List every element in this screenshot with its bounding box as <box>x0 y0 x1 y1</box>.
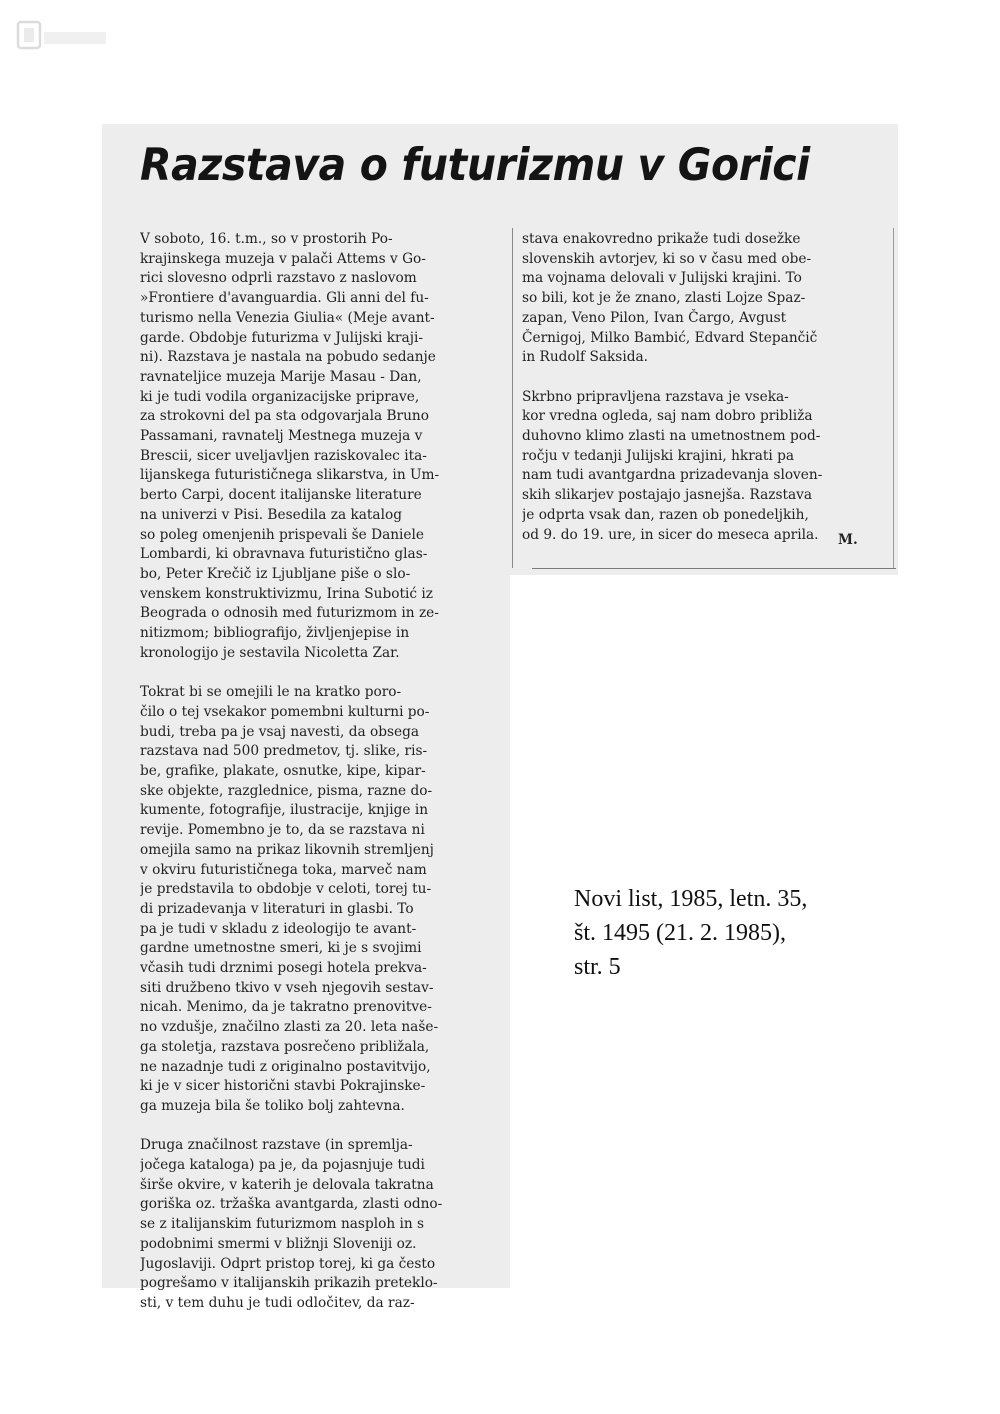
text-line: od 9. do 19. ure, in sicer do meseca aprila. <box>522 526 819 543</box>
text-line: in Rudolf Saksida. <box>522 349 648 366</box>
text-line: je predstavila to obdobje v celoti, torej tu- <box>140 881 432 898</box>
text-line: zapan, Veno Pilon, Ivan Čargo, Avgust <box>522 309 787 326</box>
text-line <box>522 368 894 388</box>
text-line: nam tudi avantgardna prizadevanja sloven- <box>522 467 823 484</box>
text-line: Beograda o odnosih med futurizmom in ze- <box>140 605 439 622</box>
article-signature: M. <box>838 532 858 548</box>
text-line: kronologijo je sestavila Nicoletta Zar. <box>140 644 400 661</box>
text-line: garde. Obdobje futurizma v Julijski kraji- <box>140 329 423 346</box>
text-line: Černigoj, Milko Bambić, Edvard Stepančič <box>522 329 818 346</box>
text-line: Passamani, ravnatelj Mestnega muzeja v <box>140 428 423 445</box>
article-right-column <box>522 230 894 545</box>
text-line: ki je v sicer historični stavbi Pokrajinske- <box>140 1078 426 1095</box>
text-line: je odprta vsak dan, razen ob ponedeljkih, <box>522 506 809 523</box>
text-line: so poleg omenjenih prispevali še Daniele <box>140 526 424 543</box>
text-line: rici slovesno odprli razstavo z naslovom <box>140 270 417 287</box>
text-line: goriška oz. tržaška avantgarda, zlasti odno- <box>140 1196 443 1213</box>
text-line: kor vredna ogleda, saj nam dobro približa <box>522 408 813 425</box>
text-line: razstava nad 500 predmetov, tj. slike, ris- <box>140 743 428 760</box>
text-line: di prizadevanja v literaturi in glasbi. To <box>140 900 414 917</box>
text-line: nitizmom; bibliografijo, življenjepise in <box>140 625 410 642</box>
text-line: Lombardi, ki obravnava futuristično glas- <box>140 546 428 563</box>
text-line: ske objekte, razglednice, pisma, razne do- <box>140 782 433 799</box>
text-line: ročju v tedanji Julijski krajini, hkrati pa <box>522 447 795 464</box>
text-line: pa je tudi v skladu z ideologijo te avant- <box>140 920 417 937</box>
text-line: venskem konstruktivizmu, Irina Subotić iz <box>140 585 433 602</box>
text-line: pogrešamo v italijanskih prikazih preteklo- <box>140 1275 438 1292</box>
text-line <box>140 1117 512 1137</box>
text-line: v okviru futurističnega toka, marveč nam <box>140 861 427 878</box>
article-headline: Razstava o futurizmu v Gorici <box>140 140 810 191</box>
text-line: ma vojnama delovali v Julijski krajini. To <box>522 270 802 287</box>
text-line: včasih tudi drznimi posegi hotela prekva- <box>140 960 427 977</box>
text-line: krajinskega muzeja v palači Attems v Go- <box>140 250 426 267</box>
text-line: Druga značilnost razstave (in spremlja- <box>140 1137 413 1154</box>
caption-line-2: št. 1495 (21. 2. 1985), <box>574 920 786 946</box>
text-line: ga muzeja bila še toliko bolj zahtevna. <box>140 1097 405 1114</box>
text-line: Skrbno pripravljena razstava je vseka- <box>522 388 789 405</box>
text-line: čilo o tej vsekakor pomembni kulturni po- <box>140 703 430 720</box>
text-line: stava enakovredno prikaže tudi dosežke <box>522 231 801 247</box>
text-line: lijanskega futurističnega slikarstva, in Um- <box>140 467 440 484</box>
caption-line-1: Novi list, 1985, letn. 35, <box>574 886 808 912</box>
text-line: bo, Peter Krečič iz Ljubljane piše o slo- <box>140 565 411 582</box>
watermark-logo-icon <box>14 18 114 54</box>
text-line: omejila samo na prikaz likovnih stremljenj <box>140 841 434 858</box>
text-line: turismo nella Venezia Giulia« (Meje avant- <box>140 309 435 326</box>
article-left-column <box>140 230 512 1314</box>
text-line: ravnateljice muzeja Marije Masau - Dan, <box>140 368 422 385</box>
text-line: nicah. Menimo, da je takratno prenovitve- <box>140 999 432 1016</box>
column-divider <box>512 228 513 568</box>
text-line: budi, treba pa je vsaj navesti, da obsega <box>140 723 420 740</box>
text-line: na univerzi v Pisi. Besedila za katalog <box>140 506 402 523</box>
text-line: V soboto, 16. t.m., so v prostorih Po- <box>140 231 393 247</box>
right-border <box>893 228 894 568</box>
text-line: za strokovni del pa sta odgovarjala Bruno <box>140 408 429 425</box>
text-line: ki je tudi vodila organizacijske priprave, <box>140 388 420 405</box>
text-line: kumente, fotografije, ilustracije, knjige in <box>140 802 429 819</box>
text-line: slovenskih avtorjev, ki so v času med obe- <box>522 250 812 267</box>
text-line: podobnimi smermi v bližnji Sloveniji oz. <box>140 1235 417 1252</box>
caption-line-3: str. 5 <box>574 954 621 980</box>
text-line: Jugoslaviji. Odprt pristop torej, ki ga često <box>140 1255 436 1272</box>
text-line: jočega kataloga) pa je, da pojasnjuje tudi <box>140 1157 425 1174</box>
text-line: no vzdušje, značilno zlasti za 20. leta naše- <box>140 1019 439 1036</box>
text-line: se z italijanskim futurizmom nasploh in s <box>140 1216 425 1233</box>
text-line: duhovno klimo zlasti na umetnostnem pod- <box>522 428 821 445</box>
text-line: revije. Pomembno je to, da se razstava ni <box>140 822 425 839</box>
text-line <box>140 663 512 683</box>
text-line: ni). Razstava je nastala na pobudo sedanje <box>140 349 436 366</box>
text-line: Tokrat bi se omejili le na kratko poro- <box>140 684 402 701</box>
text-line: Brescii, sicer uveljavljen raziskovalec ita- <box>140 447 427 464</box>
text-line: gardne umetnostne smeri, ki je s svojimi <box>140 940 422 957</box>
text-line: skih slikarjev postajajo jasnejša. Razstava <box>522 487 813 504</box>
source-caption <box>574 882 807 984</box>
text-line: sti, v tem duhu je tudi odločitev, da raz- <box>140 1294 415 1311</box>
text-line: be, grafike, plakate, osnutke, kipe, kipar- <box>140 762 426 779</box>
text-line: so bili, kot je že znano, zlasti Lojze Spaz- <box>522 290 806 307</box>
text-line: siti družbeno tkivo v vseh njegovih sestav- <box>140 979 434 996</box>
text-line: širše okvire, v katerih je delovala takratna <box>140 1176 434 1193</box>
text-line: ga stoletja, razstava posrečeno približala, <box>140 1038 430 1055</box>
text-line: ne nazadnje tudi z originalno postavitvijo, <box>140 1058 431 1075</box>
text-line: »Frontiere d'avanguardia. Gli anni del fu- <box>140 290 429 307</box>
text-line: berto Carpi, docent italijanske literature <box>140 487 422 504</box>
article-end-rule <box>532 568 896 569</box>
